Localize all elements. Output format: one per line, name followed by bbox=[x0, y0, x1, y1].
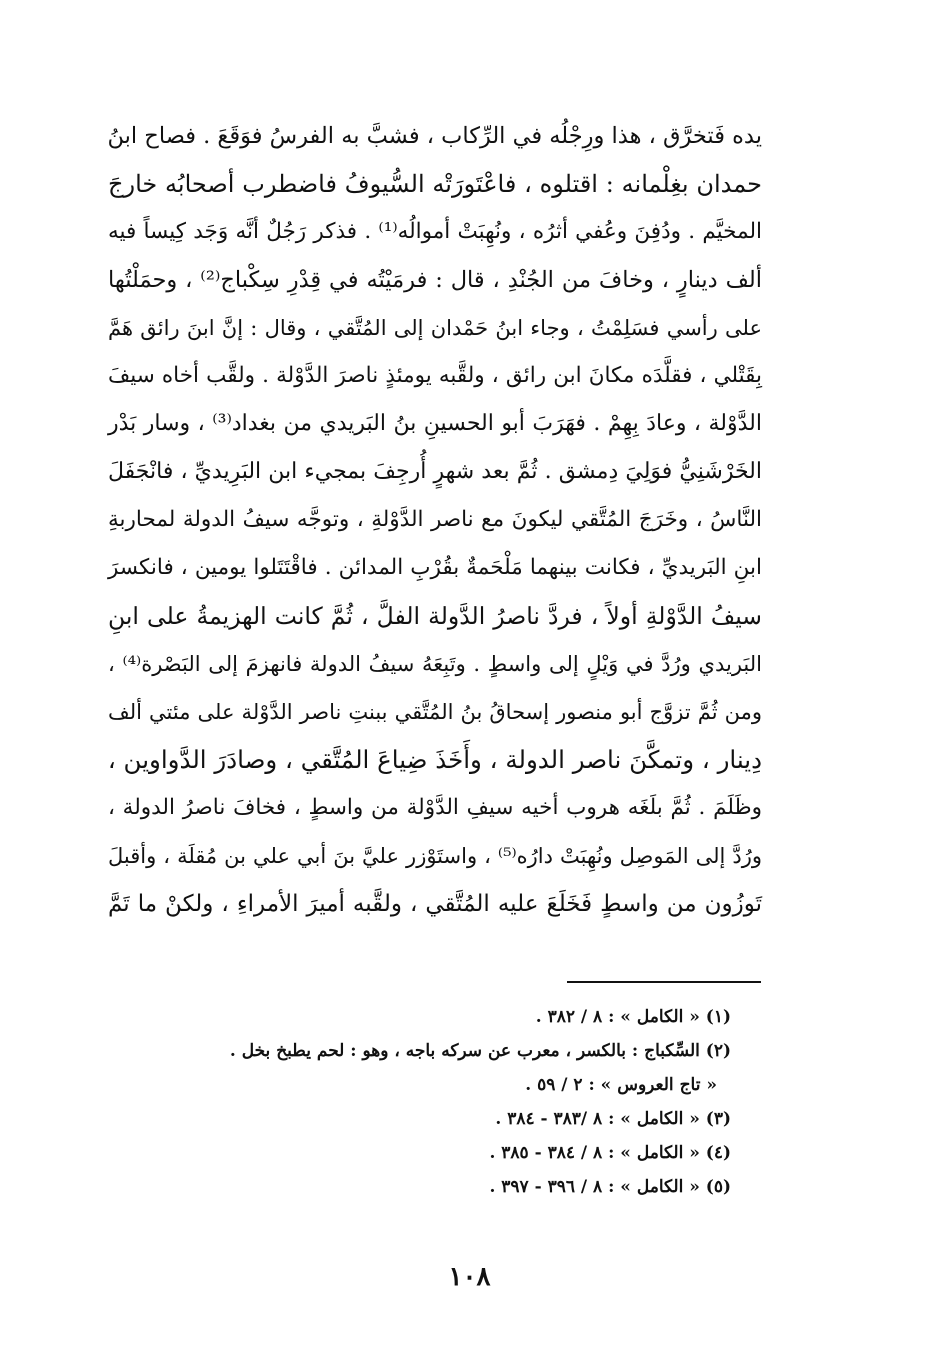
text-line: المخيَّم . ودُفِنَ وعُفي أثرُه ، ونُهِبَتْ أموالُه⁽¹⁾ . فذكر رَجُلٌ أنَّه وَجَد كِيساً فيه bbox=[108, 219, 762, 244]
text-line: النَّاسُ ، وخَرَجَ المُتَّقي ليكونَ مع ناصر الدَّوْلةِ ، وتوجَّه سيفُ الدولة لمحاربةِ bbox=[108, 507, 762, 532]
footnote-divider bbox=[567, 981, 761, 983]
text-line: ومن ثُمَّ تزوَّج أبو منصور إسحاقُ بنُ المُتَّقي ببنتِ ناصر الدَّوْلة على مئتي ألف bbox=[108, 700, 762, 724]
footnote-4: (٤) « الكامل » : ٨ / ٣٨٤ - ٣٨٥ . bbox=[489, 1143, 731, 1163]
footnote-5: (٥) « الكامل » : ٨ / ٣٩٦ - ٣٩٧ . bbox=[489, 1177, 731, 1197]
text-line: البَريدي ورُدَّ في وَيْلٍ إلى واسطٍ . وتَبِعَهُ سيفُ الدولة فانهزمَ إلى البَصْرة⁽⁴⁾ ، bbox=[108, 652, 762, 676]
text-line: الدَّوْلة ، وعادَ بِهِمْ . فهَرَبَ أبو الحسينِ بنُ البَريدي من بغداد⁽³⁾ ، وسار بَدْر bbox=[108, 411, 762, 436]
text-line: تَوزُون من واسطٍ فَخَلَعَ عليه المُتَّقي ، ولقَّبه أميرَ الأمراءِ ، ولكنْ ما تَمَّ bbox=[108, 891, 762, 917]
text-line: سيفُ الدَّوْلةِ أولاً ، فردَّ ناصرُ الدَّولة الفلَّ ، ثُمَّ كانت الهزيمةُ على ابنِ bbox=[108, 602, 762, 630]
footnote-2: (٢) السِّكباج : بالكسر ، معرب عن سركه باجه ، وهو : لحم يطبخ بخل . bbox=[229, 1041, 731, 1061]
text-line: ورُدَّ إلى المَوصِل ونُهِبَتْ دارُه⁽⁵⁾ ، واستَوْزر عليَّ بنَ أبي علي بن مُقلَة ، وأقبلَ bbox=[108, 844, 762, 868]
text-line: حمدان بغِلْمانه : اقتلوه ، فاعْتَورَتْه السُّيوفُ فاضطرب أصحابُه خارجَ bbox=[108, 170, 762, 198]
text-line: ألف دينارٍ ، وخافَ من الجُنْدِ ، قال : فرمَيْتُه في قِدْرِ سِكْباج⁽²⁾ ، وحمَلْتُها bbox=[108, 267, 762, 293]
text-line: بِقَتْلي ، فقلَّدَه مكانَ ابن رائق ، ولقَّبه يومئذٍ ناصرَ الدَّوْلة . ولقَّب أخاه سيفَ bbox=[108, 363, 762, 388]
main-text bbox=[108, 112, 762, 928]
footnote-3: (٣) « الكامل » : ٨ /٣٨٣ - ٣٨٤ . bbox=[495, 1109, 731, 1129]
text-line: على رأسي فسَلِمْتُ ، وجاء ابنُ حَمْدان إلى المُتَّقي ، وقال : إنَّ ابنَ رائق هَمَّ bbox=[108, 316, 762, 340]
footnote-1: (١) « الكامل » : ٨ / ٣٨٢ . bbox=[535, 1007, 731, 1027]
text-line: دِينار ، وتمكَّنَ ناصر الدولة ، وأَخَذَ ضِياعَ المُتَّقي ، وصادَرَ الدَّواوين ، bbox=[107, 745, 762, 774]
text-line: يده فَتخرَّق ، هذا ورِجْلُه في الرِّكاب ، فشبَّ به الفرسُ فوَقَعَ . فصاح ابنُ bbox=[107, 123, 762, 149]
footnote-2-continuation: « تاج العروس » : ٢ / ٥٩ . bbox=[525, 1075, 717, 1095]
page-number: ١٠٨ bbox=[448, 1262, 491, 1292]
text-line: وظَلَمَ . ثُمَّ بلَغَه هروب أخيه سيفِ الدَّوْلة من واسطٍ ، فخافَ ناصرُ الدولة ، bbox=[108, 795, 762, 820]
text-line: الخَرْشَنِيُّ فوَلِيَ دِمشق . ثُمَّ بعد شهرٍ أُرجِفَ بمجيء ابن البَرِيديِّ ، فانْجَفَلَ bbox=[108, 459, 762, 484]
text-line: ابنِ البَريديِّ ، فكانت بينهما مَلْحَمةٌ بقُرْبِ المدائن . فاقْتَتَلوا يومين ، فانكسرَ bbox=[108, 555, 762, 580]
footnotes bbox=[120, 1000, 731, 1204]
